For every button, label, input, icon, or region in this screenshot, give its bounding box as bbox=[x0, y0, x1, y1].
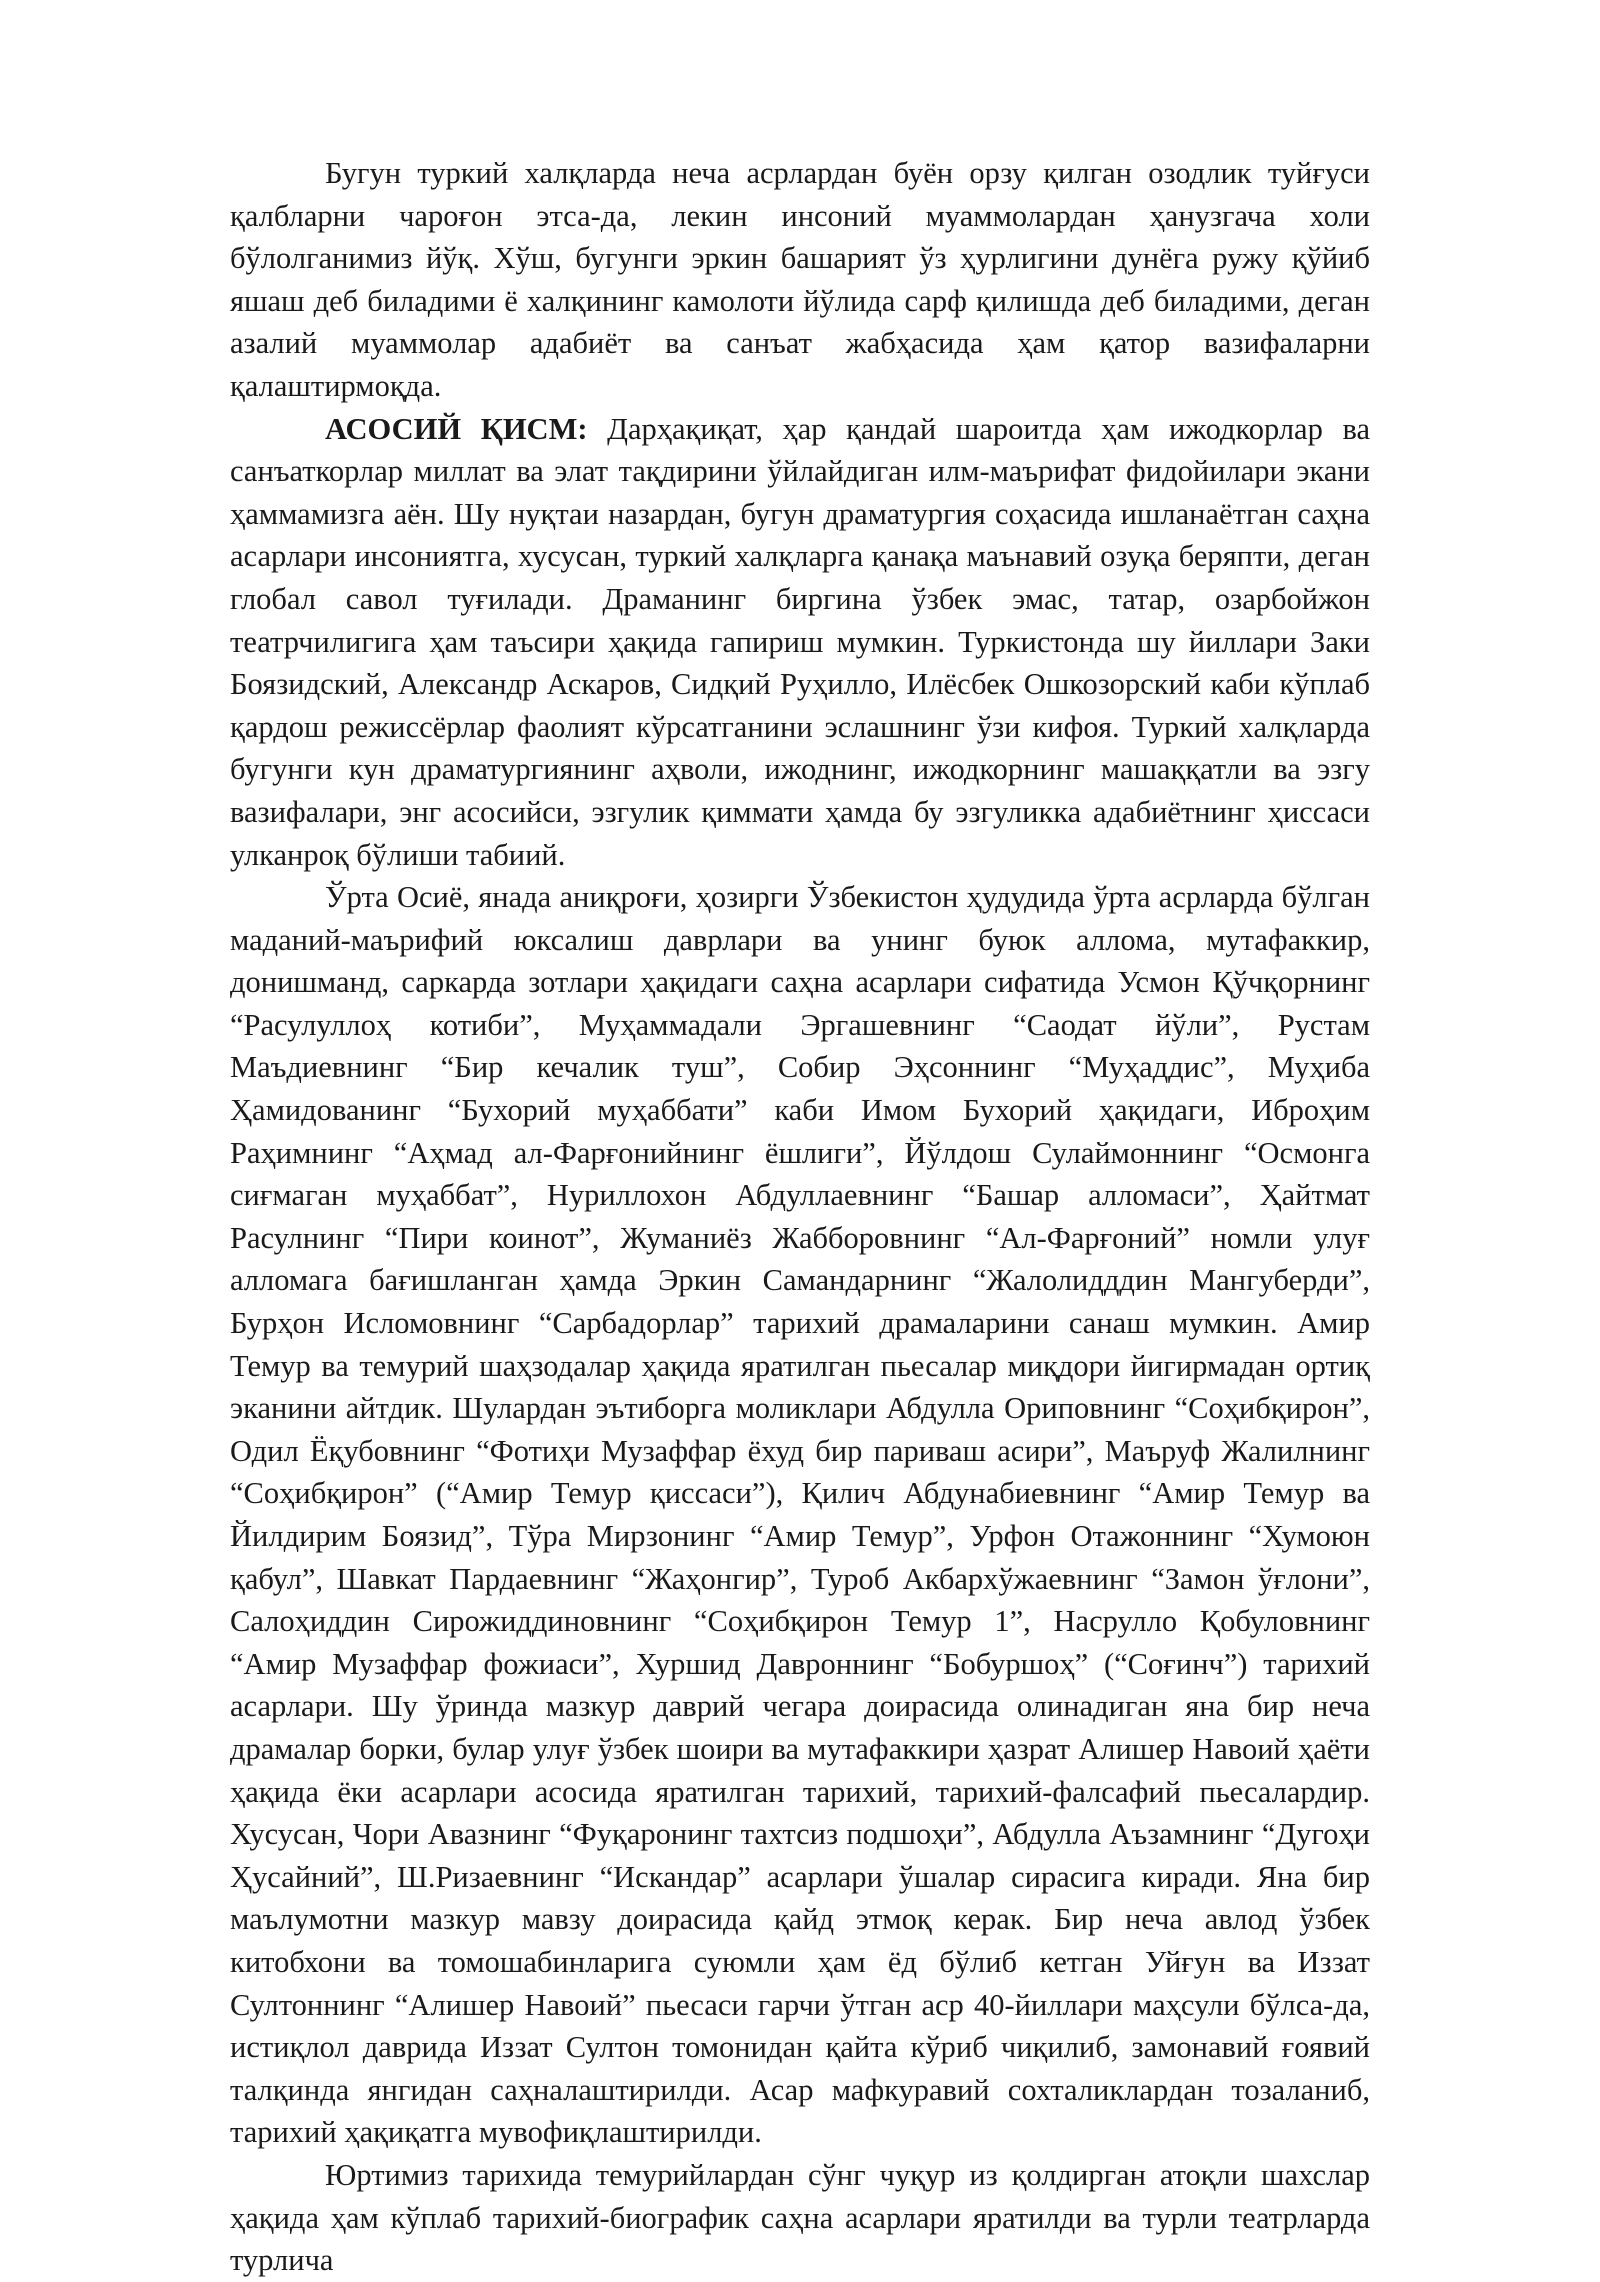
paragraph-text: Дарҳақиқат, ҳар қандай шароитда ҳам ижодкорлар ва санъаткорлар миллат ва элат тақдирини ўйлайдиган илм-маърифат фидойилари экани ҳаммамизга аён. Шу нуқтаи назардан, бугун драматургия соҳасида ишланаётган саҳна асарлари инсониятга, хусусан, туркий халқларга қанақа маънавий озуқа беряпти, деган глобал савол туғилади. Драманинг биргина ўзбек эмас, татар, озарбойжон театрчилигига ҳам таъсири ҳақида гапириш мумкин. Туркистонда шу йиллари Заки Боязидский, Александр Аскаров, Сидқий Руҳилло, Илёсбек Ошкозорский каби кўплаб қардош режиссёрлар фаолият кўрсатганини эслашнинг ўзи кифоя. Туркий халқларда бугунги кун драматургиянинг аҳволи, ижоднинг, ижодкорнинг машаққатли ва эзгу вазифалари, энг асосийси, эзгулик қиммати ҳамда бу эзгуликка адабиётнинг ҳиссаси улканроқ бўлиши табиий. bbox=[230, 411, 1370, 872]
document-page bbox=[230, 152, 1370, 2282]
paragraph-text: Юртимиз тарихида темурийлардан сўнг чуқур из қолдирган атоқли шахслар ҳақида ҳам кўплаб тарихий-биографик саҳна асарлари яратилди ва турли театрларда турлича bbox=[230, 2157, 1370, 2278]
paragraph-text: Бугун туркий халқларда неча асрлардан буён орзу қилган озодлик туйғуси қалбларни чароғон этса-да, лекин инсоний муаммолардан ҳанузгача холи бўлолганимиз йўқ. Хўш, бугунги эркин башарият ўз ҳурлигини дунёга ружу қўйиб яшаш деб биладими ё халқининг камолоти йўлида сарф қилишда деб биладими, деган азалий муаммолар адабиёт ва санъат жабҳасида ҳам қатор вазифаларни қалаштирмоқда. bbox=[230, 156, 1370, 403]
paragraph-biographical-works bbox=[230, 2154, 1370, 2282]
paragraph-introduction bbox=[230, 152, 1370, 408]
paragraph-main-part bbox=[230, 408, 1370, 877]
paragraph-historical-dramas bbox=[230, 876, 1370, 2154]
section-heading-main-part: АСОСИЙ ҚИСМ: bbox=[325, 411, 588, 446]
paragraph-text: Ўрта Осиё, янада аниқроғи, ҳозирги Ўзбекистон ҳудудида ўрта асрларда бўлган маданий-маърифий юксалиш даврлари ва унинг буюк алломa, мутафаккир, донишманд, саркарда зотлари ҳақидаги саҳна асарлари сифатида Усмон Қўчқорнинг “Расулуллоҳ котиби”, Муҳаммадали Эргашевнинг “Саодат йўли”, Рустам Маъдиевнинг “Бир кечалик туш”, Собир Эҳсоннинг “Муҳаддис”, Муҳиба Ҳамидованинг “Бухорий муҳаббати” каби Имом Бухорий ҳақидаги, Иброҳим Раҳимнинг “Аҳмад ал-Фарғонийнинг ёшлиги”, Йўлдош Сулаймоннинг “Осмонга сиғмаган муҳаббат”, Нуриллохон Абдуллаевнинг “Башар алломаси”, Ҳайтмат Расулнинг “Пири коинот”, Жуманиёз Жабборовнинг “Ал-Фарғоний” номли улуғ алломага бағишланган ҳамда Эркин Самандарнинг “Жалолидддин Мангуберди”, Бурҳон Исломовнинг “Сарбадорлар” тарихий драмаларини санаш мумкин. Амир Темур ва темурий шаҳзодалар ҳақида яратилган пьесалар миқдори йигирмадан ортиқ эканини айтдик. Шулардан эътиборга моликлари Абдулла Ориповнинг “Соҳибқирон”, Одил Ёқубовнинг “Фотиҳи Музаффар ёхуд бир париваш асири”, Маъруф Жалилнинг “Соҳибқирон” (“Амир Темур қиссаси”), Қилич Абдунабиевнинг “Амир Темур ва Йилдирим Боязид”, Тўра Мирзонинг “Амир Темур”, Урфон Отажоннинг “Хумоюн қабул”, Шавкат Пардаевнинг “Жаҳонгир”, Туроб Акбархўжаевнинг “Замон ўғлони”, Салоҳиддин Сирожиддиновнинг “Соҳибқирон Темур 1”, Насрулло Қобуловнинг “Амир Музаффар фожиаси”, Хуршид Давроннинг “Бобуршоҳ” (“Соғинч”) тарихий асарлари. Шу ўринда мазкур даврий чегара доирасида олинадиган яна бир неча драмалар борки, булар улуғ ўзбек шоири ва мутафаккири ҳазрат Алишер Навоий ҳаёти ҳақида ёки асарлари асосида яратилган тарихий, тарихий-фалсафий пьесалардир. Хусусан, Чори Авазнинг “Фуқаронинг тахтсиз подшоҳи”, Абдулла Аъзамнинг “Дугоҳи Ҳусайний”, Ш.Ризаевнинг “Искандар” асарлари ўшалар сирасига киради. Яна бир маълумотни мазкур мавзу доирасида қайд этмоқ керак. Бир неча авлод ўзбек китобхони ва томошабинларига суюмли ҳам ёд бўлиб кетган Уйғун ва Иззат Султоннинг “Алишер Навоий” пьесаси гарчи ўтган аср 40-йиллари маҳсули бўлса-да, истиқлол даврида Иззат Султон томонидан қайта кўриб чиқилиб, замонавий ғоявий талқинда янгидан саҳналаштирилди. Асар мафкуравий сохталиклардан тозаланиб, тарихий ҳақиқатга мувофиқлаштирилди. bbox=[230, 880, 1370, 2150]
